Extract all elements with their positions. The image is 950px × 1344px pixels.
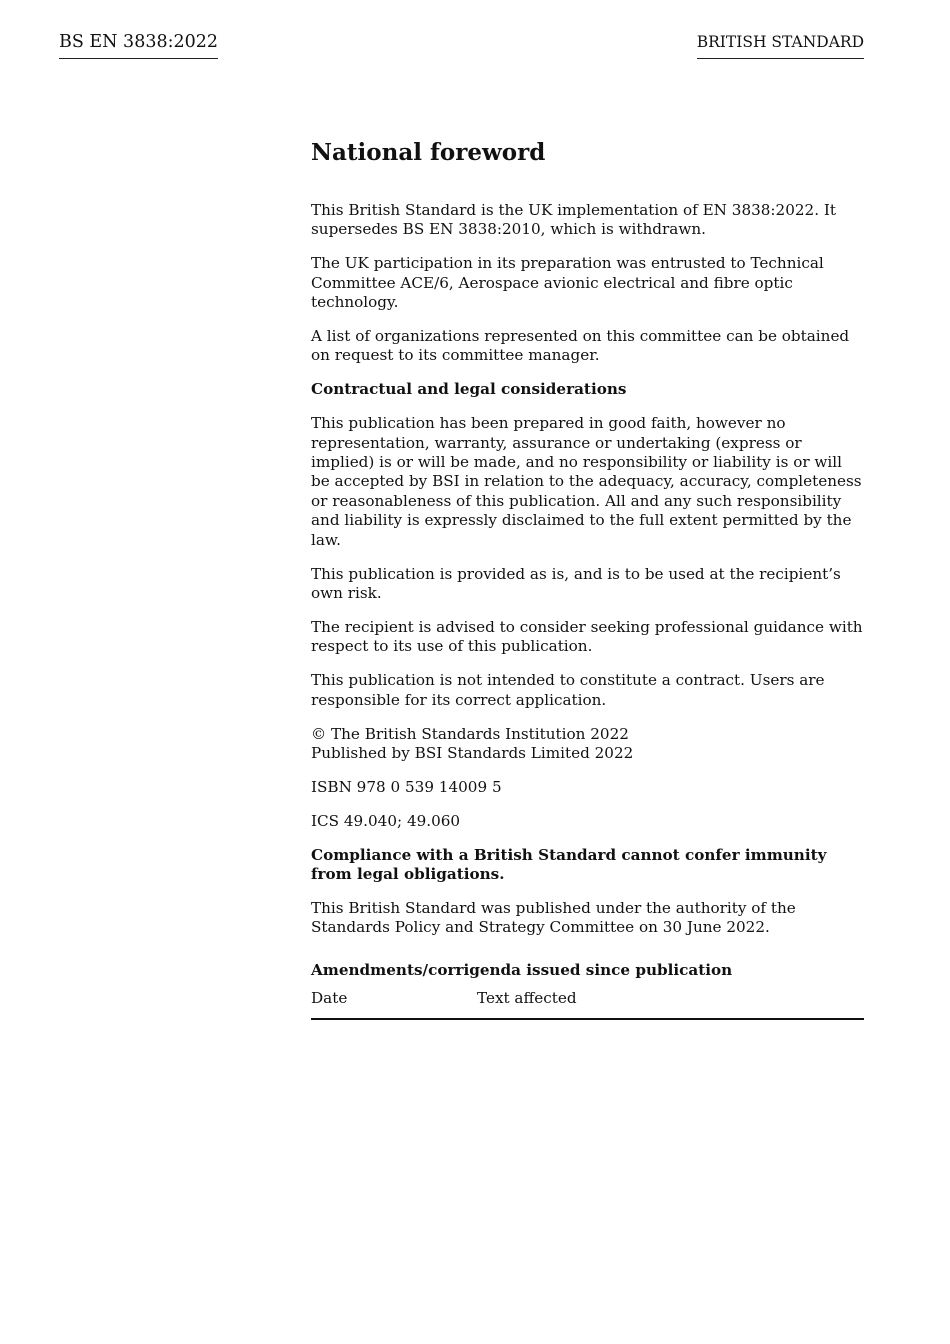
header-document-id: BS EN 3838:2022 bbox=[59, 31, 218, 59]
paragraph-own-risk: This publication is provided as is, and is to be used at the recipient’s own risk. bbox=[311, 564, 841, 602]
header-publisher: BRITISH STANDARD bbox=[697, 31, 864, 59]
paragraph-participation: The UK participation in its preparation was entrusted to Technical Committee ACE/6, Aerospace avionic electrical and fibre optic technology. bbox=[311, 254, 824, 312]
paragraph-guidance: The recipient is advised to consider seeking professional guidance with respect to its use of this publication. bbox=[311, 617, 863, 656]
amendments-column-text-affected: Text affected bbox=[477, 989, 577, 1008]
copyright-block bbox=[311, 725, 864, 764]
paragraph-organizations: A list of organizations represented on this committee can be obtained on request to its committee manager. bbox=[311, 327, 850, 365]
foreword-body bbox=[311, 138, 864, 1020]
isbn: ISBN 978 0 539 14009 5 bbox=[311, 777, 502, 796]
paragraph-good-faith: This publication has been prepared in good faith, however no representation, warranty, assurance or undertaking (express or implied) is or will be made, and no responsibility or liability is or will be accepted by BSI in relation to the adequacy, accuracy, completeness or reasonableness of this publication. All and any such responsibility and liability is expressly disclaimed to the full extent permitted by the law. bbox=[311, 414, 862, 549]
publisher-line: Published by BSI Standards Limited 2022 bbox=[311, 743, 634, 762]
page-title: National foreword bbox=[311, 139, 546, 166]
heading-contractual: Contractual and legal considerations bbox=[311, 380, 627, 399]
amendments-title: Amendments/corrigenda issued since publication bbox=[311, 960, 733, 979]
amendments-table bbox=[311, 989, 864, 1019]
paragraph-authority: This British Standard was published under the authority of the Standards Policy and Strategy Committee on 30 June 2022. bbox=[311, 898, 796, 937]
paragraph-implementation: This British Standard is the UK implementation of EN 3838:2022. It supersedes BS EN 3838:2010, which is withdrawn. bbox=[311, 201, 836, 239]
amendments-column-date: Date bbox=[311, 989, 348, 1008]
ics-codes: ICS 49.040; 49.060 bbox=[311, 811, 461, 830]
compliance-notice: Compliance with a British Standard cannot confer immunity from legal obligations. bbox=[311, 845, 827, 884]
copyright-line: © The British Standards Institution 2022 bbox=[311, 724, 629, 743]
paragraph-not-contract: This publication is not intended to constitute a contract. Users are responsible for its correct application. bbox=[311, 671, 825, 709]
